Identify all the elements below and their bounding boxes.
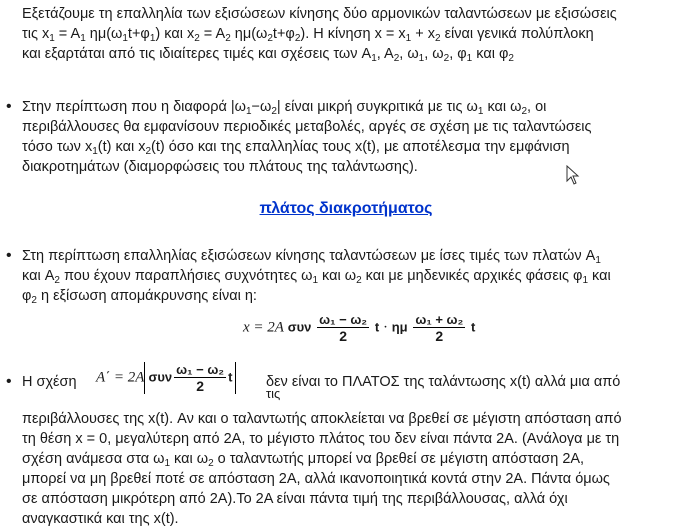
bullet-3-line-4: μπορεί να μη βρεθεί ποτέ σε απόσταση 2A, αλλά ικανοποιητικά κοντά στην 2A. Πάντα όμως xyxy=(22,471,610,487)
envelope-lhs: A΄ = 2A xyxy=(96,369,145,386)
envelope-cos: συν xyxy=(148,369,173,385)
bullet-3-line-6: αναγκαστικά και της x(t). xyxy=(22,511,179,527)
bullet-3-line-2: τη θέση x = 0, μεγαλύτερη από 2A, το μέγιστο πλάτος του δεν είναι πάντα 2A. (Ανάλογα με τη xyxy=(22,431,620,447)
formula-cos: συν xyxy=(287,319,312,335)
formula-dot: · xyxy=(382,319,388,336)
bullet-dot-1: • xyxy=(6,98,12,115)
bullet-2-line-2: και $A_2$ που έχουν παραπλήσιες συχνότητες $\omega_1$ και $\omega_2$ και με μηδενικές αρχικές φάσεις $\varphi_1$ και xyxy=(22,268,611,286)
intro-paragraph xyxy=(22,4,672,64)
formula-fraction-sum xyxy=(413,312,465,344)
mouse-cursor-icon xyxy=(566,165,580,185)
formula-denominator-2: 2 xyxy=(435,328,444,344)
formula-numerator-diff: ω₁ − ω₂ xyxy=(319,312,368,327)
envelope-numerator: ω₁ − ω₂ xyxy=(176,362,225,377)
envelope-t: t xyxy=(228,369,233,385)
bullet-3-lead: Η σχέση xyxy=(22,374,77,390)
intro-line-1: Εξετάζουμε τη επαλληλία των εξισώσεων κίνησης δύο αρμονικών ταλαντώσεων με εξισώσεις xyxy=(22,6,617,22)
bullet-3-paragraph xyxy=(22,409,682,529)
formula-fraction-diff xyxy=(317,312,369,344)
formula-t-2: t xyxy=(471,319,476,335)
bullet-3-tis: τις xyxy=(266,386,281,401)
bullet-1-line-4: διακροτημάτων (διαμορφώσεις του πλάτους της ταλάντωσης). xyxy=(22,159,418,175)
bullet-1-line-1: Στην περίπτωση που η διαφορά $|\omega_1-\omega_2|$ είναι μικρή συγκριτικά με τις $\omega_1$ και $\omega_2$, οι xyxy=(22,99,547,117)
section-title: πλάτος διακροτήματος xyxy=(259,200,433,217)
bullet-3-line-5: σε απόσταση μικρότερη από 2A).Το 2A είναι πάντα τιμή της περιβάλλουσας, αλλά όχι xyxy=(22,491,568,507)
envelope-denominator: 2 xyxy=(196,378,205,394)
bullet-1-line-3: τόσο των $x_1(t)$ και $x_2(t)$ όσο και της επαλληλίας τους x(t), με αποτέλεσμα την εμφάνιση xyxy=(22,139,570,157)
bullet-3-line-1: περιβάλλουσες της x(t). Αν και ο ταλαντωτής αποκλείεται να βρεθεί σε μέγιστη απόσταση από xyxy=(22,411,622,427)
bullet-1-line-2: περιβάλλουσες θα εμφανίσουν περιοδικές μεταβολές, αργές σε σχέση με τις ταλαντώσεις xyxy=(22,119,592,135)
formula-sin: ημ xyxy=(391,319,408,335)
bullet-3-rest: δεν είναι το ΠΛΑΤΟΣ της ταλάντωσης x(t) αλλά μια από xyxy=(266,374,621,390)
formula-numerator-sum: ω₁ + ω₂ xyxy=(415,312,464,327)
bullet-2-paragraph xyxy=(22,246,682,306)
intro-line-2: τις $x_1 = A_1$ $\eta\mu(\omega_1t+\varphi_1)$ και $x_2 = A_2$ $\eta\mu(\omega_2t+\varphi_2)$. Η κίνηση $x = x_1 + x_2$ είναι γενικά πολύπλοκη xyxy=(22,26,594,44)
formula-t-1: t xyxy=(374,319,380,335)
bullet-dot-3: • xyxy=(6,373,12,390)
envelope-fraction xyxy=(174,362,226,394)
envelope-formula xyxy=(96,362,236,394)
bullet-3-line-3: σχέση ανάμεσα στα $\omega_1$ και $\omega_2$ ο ταλαντωτής μπορεί να βρεθεί σε μέγιστη απόσταση 2A, xyxy=(22,451,585,469)
intro-line-3: και εξαρτάται από τις ιδιαίτερες τιμές και σχέσεις των $A_1$, $A_2$, $\omega_1$, $\omega_2$, $\varphi_1$ και $\varphi_2$ xyxy=(22,46,514,64)
envelope-abs xyxy=(144,362,236,394)
formula-lhs: x = 2A xyxy=(243,319,284,336)
bullet-1-paragraph xyxy=(22,97,680,177)
formula-denominator-1: 2 xyxy=(339,328,348,344)
displacement-formula xyxy=(243,312,475,344)
bullet-dot-2: • xyxy=(6,247,12,264)
bullet-2-line-1: Στη περίπτωση επαλληλίας εξισώσεων κίνησης ταλαντώσεων με ίσες τιμές των πλατών $A_1$ xyxy=(22,248,601,266)
bullet-2-line-3: $\varphi_2$ η εξίσωση απομάκρυνσης είναι η: xyxy=(22,288,257,306)
